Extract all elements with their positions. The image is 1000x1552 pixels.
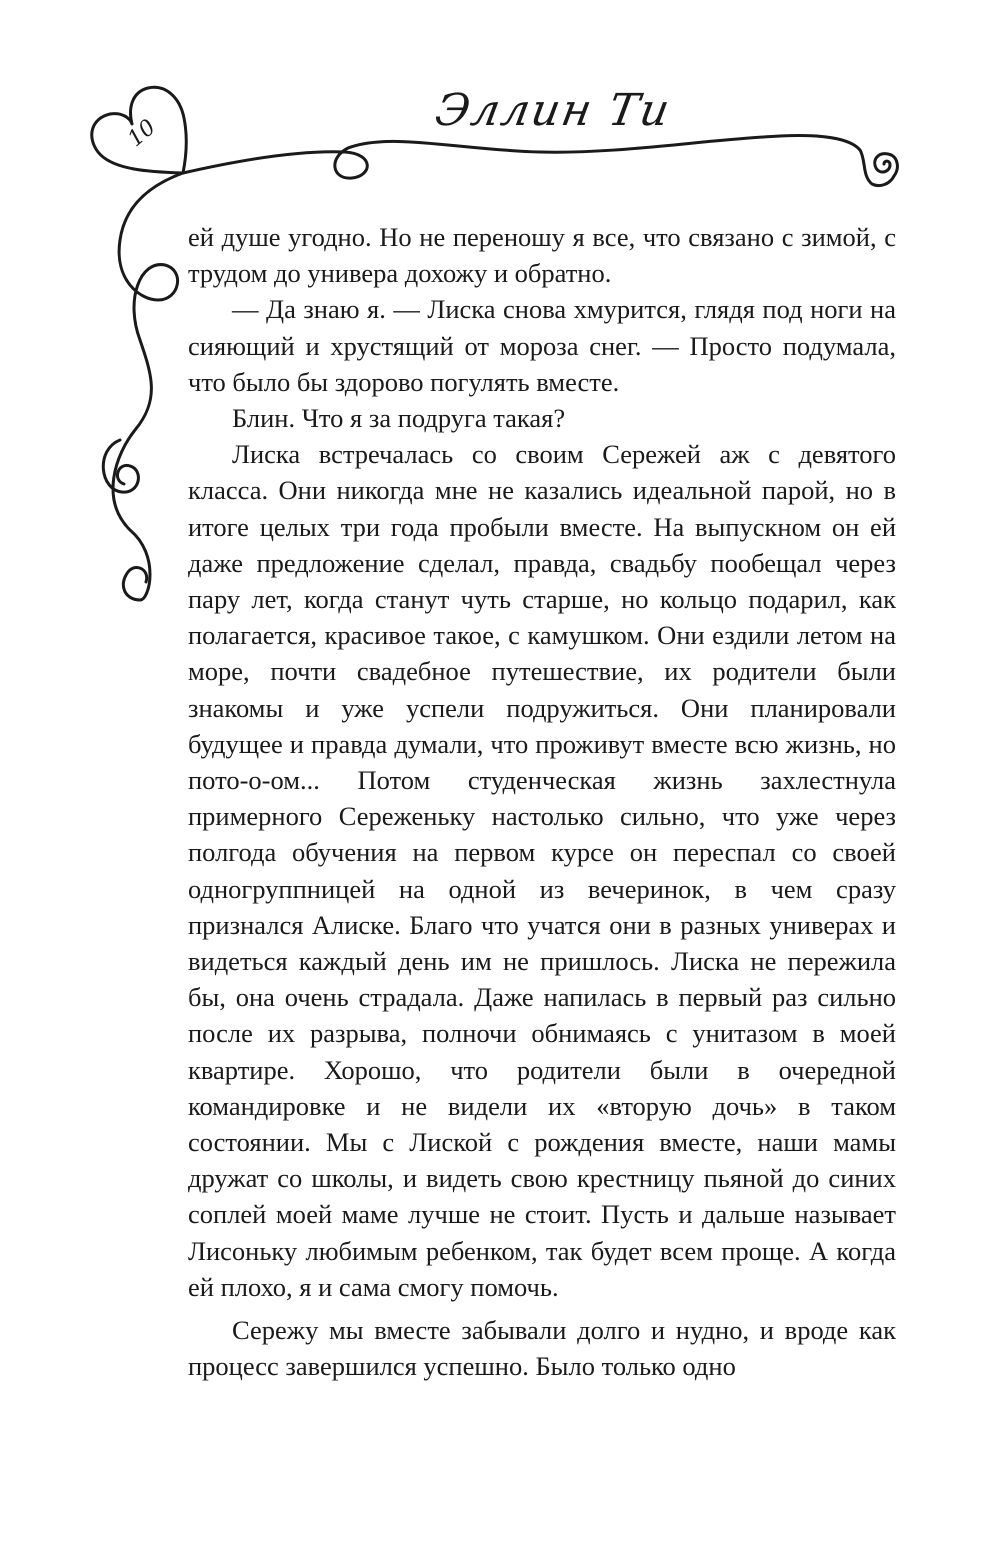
left-vine (113, 173, 183, 600)
paragraph: Лиска встречалась со своим Сережей аж с девятого класса. Они никогда мне не казались идеальной парой, но в итоге целых три года пробыли вместе. На выпускном он ей даже предложение сделал, правда, свадьбу пообещал через пару лет, когда станут чуть старше, но кольцо подарил, как полагается, красивое такое, с камушком. Они ездили летом на море, почти свадебное путешествие, их родители были знакомы и уже успели подружиться. Они планировали будущее и правда думали, что проживут вместе всю жизнь, но пото-о-ом... Потом студенческая жизнь захлестнула примерного Сереженьку настолько сильно, что уже через полгода обучения на первом курсе он переспал со своей одногруппницей на одной из вечеринок, в чем сразу признался Алиске. Благо что учатся они в разных универах и видеться каждый день им не пришлось. Лиска не пережила бы, она очень страдала. Даже напилась в первый раз сильно после их разрыва, полночи обнимаясь с унитазом в моей квартире. Хорошо, что родители были в очередной командировке и не видели их «вторую дочь» в таком состоянии. Мы с Лиской с рождения вместе, наши мамы дружат со школы, и видеть свою крестницу пьяной до синих соплей моей маме лучше не стоит. Пусть и дальше называет Лисоньку любимым ребенком, так будет всем проще. А когда ей плохо, я и сама смогу помочь. (188, 439, 896, 1302)
paragraph: Сережу мы вместе забывали долго и нудно, и вроде как процесс завершился успешно. Было только одно (188, 1315, 896, 1382)
body-text (188, 219, 896, 1385)
paragraph: — Да знаю я. — Лиска снова хмурится, глядя под ноги на сияющий и хрустящий от мороза снег. — Просто подумала, что было бы здорово погулять вместе. (188, 294, 896, 397)
page-number: 10 (123, 114, 161, 153)
running-header-author: Эллин Ти (431, 85, 676, 136)
paragraph: ей душе угодно. Но не переношу я все, что связано с зимой, с трудом до универа дохожу и обратно. (188, 222, 896, 289)
left-curl (103, 440, 138, 492)
top-swirl-line (183, 136, 894, 186)
end-spiral (875, 154, 898, 176)
paragraph: Блин. Что я за подруга такая? (232, 403, 566, 434)
